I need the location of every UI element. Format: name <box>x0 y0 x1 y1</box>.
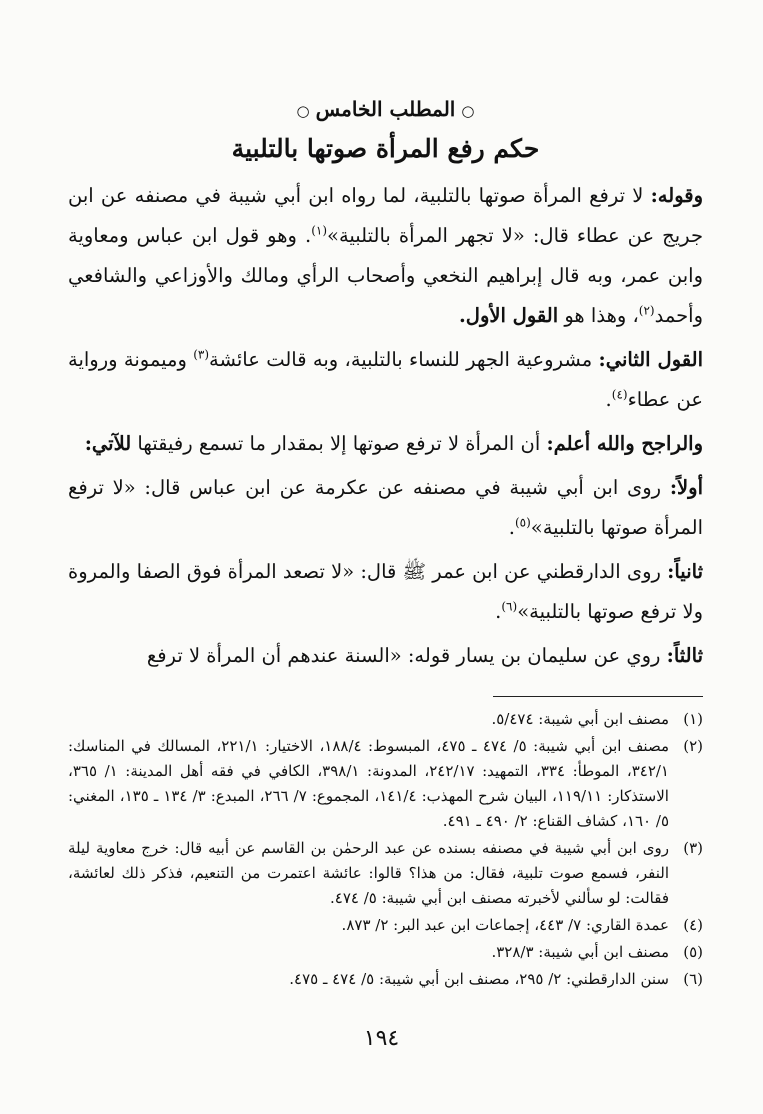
body-text: . <box>495 600 502 623</box>
body-text: ، وهذا هو <box>558 304 639 327</box>
bold-phrase: للآتي: <box>84 432 132 455</box>
footnote-number: (٣) <box>683 839 703 857</box>
ring-ornament-icon: ○ <box>296 102 310 120</box>
footnote <box>68 913 703 938</box>
footnote-text: سنن الدارقطني: ٢/ ٢٩٥، مصنف ابن أبي شيبة: ٥/ ٤٧٤ ـ ٤٧٥. <box>289 970 669 988</box>
paragraph-third-evidence <box>68 636 703 676</box>
footnote-ref: (٦) <box>501 599 518 614</box>
paragraph-statement <box>68 176 703 336</box>
footnote <box>68 734 703 834</box>
body-text: مشروعية الجهر للنساء بالتلبية، وبه قالت عائشة <box>209 348 599 371</box>
body-text: روي عن سليمان بن يسار قوله: «السنة عندهم أن المرأة لا ترفع <box>146 644 667 667</box>
lead-term: أولاً: <box>669 476 703 499</box>
footnote-text: روى ابن أبي شيبة في مصنفه بسنده عن عبد الرحمٰن بن القاسم عن أبيه قال: خرج معاوية ليلة النفر، فسمع صوت تلبية، فقال: من هذا؟ قالوا: عائشة اعتمرت من التنعيم، فذكر ذلك لعائشة، فقالت: لو سألني لأخبرته مصنف ابن أبي شيبة: ٥/ ٤٧٤. <box>68 839 669 907</box>
lead-term: وقوله: <box>650 184 703 207</box>
body-text: أن المرأة لا ترفع صوتها إلا بمقدار ما تسمع رفيقتها <box>131 432 547 455</box>
footnote-text: مصنف ابن أبي شيبة: ٣٢٨/٣. <box>491 943 669 961</box>
footnote-ref: (٤) <box>611 387 628 402</box>
section-heading-text: المطلب الخامس <box>315 97 456 121</box>
footnote <box>68 836 703 911</box>
body-text: لا ترفع المرأة صوتها بالتلبية، لما رواه ابن أبي شيبة في مصنفه عن ابن جريج عن عطاء قال: «لا تجهر المرأة بالتلبية» <box>68 184 703 247</box>
footnote-ref: (١) <box>311 223 328 238</box>
ring-ornament-icon: ○ <box>461 102 475 120</box>
paragraph-preferred <box>68 424 703 464</box>
footnote-text: مصنف ابن أبي شيبة: ٥/ ٤٧٤ ـ ٤٧٥، المبسوط: ١٨٨/٤، الاختيار: ٢٢١/١، المسالك في المناسك: ٣٤٢/١، الموطأ: ٣٣٤، التمهيد: ٢٤٢/١٧، المدونة: ٣٩٨/١، الكافي في فقه أهل المدينة: ١/ ٣٦٥، الاستذكار: ١١٩/١١، البيان شرح المهذب: ١٤١/٤، المجموع: ٧/ ٢٦٦، المبدع: ٣/ ١٣٤ ـ ١٣٥، المغني: ٥/ ١٦٠، كشاف القناع: ٢/ ٤٩٠ ـ ٤٩١. <box>68 737 669 830</box>
footnote-text: مصنف ابن أبي شيبة: ٥/٤٧٤. <box>491 710 669 728</box>
body-text: . <box>508 516 515 539</box>
body-text: . <box>605 388 612 411</box>
lead-term: القول الثاني: <box>598 348 703 371</box>
footnote-divider <box>493 696 703 697</box>
lead-term: ثانياً: <box>667 560 703 583</box>
footnote-number: (٢) <box>683 737 703 755</box>
footnote <box>68 707 703 732</box>
paragraph-second-evidence <box>68 552 703 632</box>
footnote-number: (٤) <box>683 916 703 934</box>
footnote-ref: (٥) <box>514 515 531 530</box>
body-text: روى ابن أبي شيبة في مصنفه عن عكرمة عن ابن عباس قال: «لا ترفع المرأة صوتها بالتلبية» <box>68 476 703 539</box>
footnote-number: (٥) <box>683 943 703 961</box>
footnote-text: عمدة القاري: ٧/ ٤٤٣، إجماعات ابن عبد البر: ٢/ ٨٧٣. <box>341 916 669 934</box>
lead-term: والراجح والله أعلم: <box>546 432 703 455</box>
body-text: روى الدارقطني عن ابن عمر ﷺ قال: «لا تصعد المرأة فوق الصفا والمروة ولا ترفع صوتها بالتلبية» <box>68 560 703 623</box>
footnote-ref: (٢) <box>638 303 655 318</box>
paragraph-first-evidence <box>68 468 703 548</box>
body-text: . وهو قول ابن عباس ومعاوية وابن عمر، وبه قال إبراهيم النخعي وأصحاب الرأي ومالك والأوزاعي والشافعي وأحمد <box>68 224 703 327</box>
footnote-number: (١) <box>683 710 703 728</box>
lead-term: ثالثاً: <box>666 644 703 667</box>
body-text: وميمونة ورواية عن عطاء <box>68 348 703 411</box>
page-number: ١٩٤ <box>363 1026 400 1051</box>
footnote-number: (٦) <box>683 970 703 988</box>
footnote <box>68 940 703 965</box>
footnotes <box>68 707 703 992</box>
paragraph-second-opinion <box>68 340 703 420</box>
bold-phrase: القول الأول. <box>458 304 559 327</box>
section-heading <box>68 92 703 126</box>
footnote <box>68 967 703 992</box>
footnote-ref: (٣) <box>193 347 210 362</box>
page-title: حكم رفع المرأة صوتها بالتلبية <box>231 134 540 163</box>
